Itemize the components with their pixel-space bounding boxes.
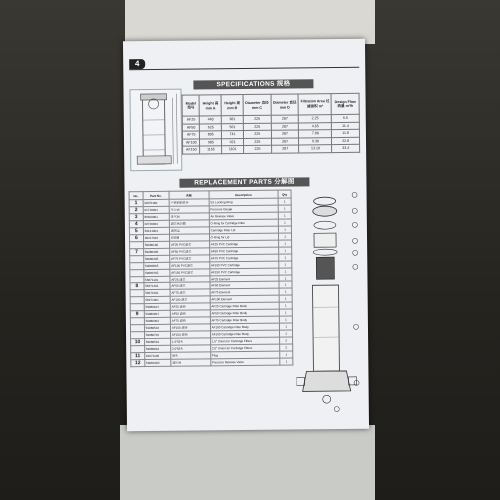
parts-cell: 2 xyxy=(280,344,293,351)
parts-cell: AF50 Cartridge Filter Body xyxy=(210,309,280,317)
spec-header-height-b: Height 高 mm B xyxy=(221,95,243,116)
spec-cell: AF50 xyxy=(182,123,200,131)
spec-cell: 9.30 xyxy=(299,137,332,145)
spec-header-diameter-c: Diameter 直径 mm C xyxy=(243,94,271,115)
parts-cell: 59080204 xyxy=(144,310,170,317)
parts-cell: 59080704 xyxy=(144,331,170,338)
parts-cell: 2.0"接头 xyxy=(171,345,211,352)
spec-cell: 225 xyxy=(243,138,271,146)
parts-cell: AF100 PVC Cartridge xyxy=(209,261,279,269)
parts-cell: AF75 Cartridge Filter Body xyxy=(210,316,280,324)
parts-cell: Cartridge Filter Lid xyxy=(209,226,279,234)
spec-cell: 287 xyxy=(271,115,299,123)
parts-cell: 不锈钢锁紧环 xyxy=(169,199,209,206)
spec-cell: AF75 xyxy=(182,131,200,139)
paper-top-strip xyxy=(125,0,375,44)
parts-cell: AF150 PVC滤芯 xyxy=(170,269,210,276)
manual-page xyxy=(123,39,369,432)
spec-cell: 2.25 xyxy=(299,115,332,123)
parts-cell: 1 xyxy=(279,302,292,309)
parts-cell: Pressure Gauge xyxy=(209,205,279,213)
parts-cell: AF50 Element xyxy=(210,282,280,290)
spec-cell: 13.10 xyxy=(299,145,332,153)
parts-cell: 5 xyxy=(129,228,143,235)
parts-cell: 59080505 xyxy=(143,262,169,269)
parts-cell: AF100 Cartridge Filter Body xyxy=(210,323,280,331)
parts-cell: 9 xyxy=(130,311,144,318)
parts-cell: 80810001 xyxy=(143,213,169,220)
spec-cell: 7.00 xyxy=(299,130,332,138)
parts-cell: Pressure Release Valve xyxy=(210,358,280,366)
page-number: 4 xyxy=(129,59,145,69)
spec-cell: 381 xyxy=(221,116,243,124)
parts-cell: AF25 PVC滤芯 xyxy=(169,241,209,248)
parts-cell: Air Release Valve xyxy=(209,212,279,220)
parts-cell: 1 xyxy=(278,212,291,219)
parts-cell: 58271401 xyxy=(144,283,170,290)
parts-cell: 59080705 xyxy=(144,269,170,276)
parts-cell: AF25 Cartridge Filter Body xyxy=(210,302,280,310)
exploded-parts-diagram xyxy=(295,187,367,426)
spec-cell: 225 xyxy=(243,123,271,131)
spec-cell: AF25 xyxy=(182,116,200,124)
parts-cell: 1 xyxy=(278,219,291,226)
parts-cell: 1 xyxy=(279,233,292,240)
parts-cell: AF75 PVC Cartridge xyxy=(209,254,279,262)
parts-cell: 59080601 xyxy=(144,345,170,352)
parts-cell: 1 xyxy=(280,358,293,365)
spec-cell: 805 xyxy=(200,131,222,139)
spec-cell: AF150 xyxy=(183,146,201,154)
parts-cell: 59121001 xyxy=(143,227,169,234)
paper-bottom-strip xyxy=(120,425,375,500)
spec-header-height-a: Height 高 mm A xyxy=(200,95,222,116)
parts-cell: 1 xyxy=(278,198,291,205)
page-header-line xyxy=(129,57,359,70)
parts-header-qty: Qty xyxy=(278,190,291,198)
parts-cell: 8 xyxy=(130,283,144,290)
parts-cell: 58271501 xyxy=(144,290,170,297)
spec-cell: 921 xyxy=(222,138,244,146)
spec-cell: 741 xyxy=(222,131,244,139)
parts-cell: 01071109 xyxy=(144,352,170,359)
parts-cell: O-Ring for Lid xyxy=(209,233,279,241)
parts-cell: 1 xyxy=(279,254,292,261)
parts-cell: 3 xyxy=(129,214,143,221)
spec-header-diameter-d: Diameter 直径 mm D xyxy=(271,94,299,115)
parts-cell: 4 xyxy=(129,221,143,228)
spec-cell: 225 xyxy=(244,145,272,153)
parts-cell: 1 xyxy=(280,330,293,337)
spec-cell: 1165 xyxy=(200,146,222,154)
parts-header-name-cn: 名称 xyxy=(169,191,209,199)
spec-cell: 287 xyxy=(271,137,299,145)
replacement-parts-title: REPLACEMENT PARTS 分解图 xyxy=(179,177,309,187)
parts-cell: 1 xyxy=(279,295,292,302)
parts-cell: 减压阀 xyxy=(171,359,211,366)
spec-cell: 225 xyxy=(243,130,271,138)
parts-cell: 2.0" Union for Cartridge Filters xyxy=(210,344,280,352)
parts-cell: O-Ring for Cartridge Filter xyxy=(209,219,279,227)
parts-cell: AF50 PVC滤芯 xyxy=(170,248,210,255)
parts-cell: 1.5"接头 xyxy=(170,338,210,345)
parts-cell: SS Locking Ring xyxy=(209,198,279,206)
spec-cell: 4.65 xyxy=(299,122,332,130)
spec-cell: 287 xyxy=(271,130,299,138)
parts-cell: 59080100 xyxy=(144,359,170,366)
parts-cell: AF100 PVC滤芯 xyxy=(170,262,210,269)
parts-cell: AF75 Element xyxy=(210,289,280,297)
parts-cell: AF75 滤筒 xyxy=(170,317,210,324)
parts-cell: 59080405 xyxy=(143,255,169,262)
specifications-title: SPECIFICATIONS 规格 xyxy=(193,79,313,89)
parts-cell: 1 xyxy=(279,275,292,282)
parts-cell: AF150 Cartridge Filter Body xyxy=(210,330,280,338)
parts-cell: AF75 PVC滤芯 xyxy=(170,255,210,262)
spec-cell: 287 xyxy=(271,145,299,153)
spec-row xyxy=(183,144,360,153)
parts-cell: AF100 滤芯 xyxy=(170,296,210,303)
spec-cell: 625 xyxy=(200,123,222,131)
parts-cell: 2 xyxy=(129,207,143,214)
spec-cell: 287 xyxy=(271,122,299,130)
parts-cell: 59080304 xyxy=(144,317,170,324)
spec-header-design-flow: Design Flow 流量 m³/h xyxy=(331,93,359,114)
parts-cell: 12 xyxy=(131,359,145,366)
filter-dimension-diagram xyxy=(129,89,182,172)
spec-cell: 440 xyxy=(200,116,222,124)
parts-cell: 1 xyxy=(280,351,293,358)
parts-cell: 02720004 xyxy=(143,220,169,227)
parts-cell: 1.5" Union for Cartridge Filters xyxy=(210,337,280,345)
parts-cell: O型圈 xyxy=(169,234,209,241)
parts-cell: 堵头 xyxy=(171,352,211,359)
parts-cell: 11 xyxy=(131,352,145,359)
spec-cell: 5.5 xyxy=(332,114,360,122)
parts-cell: 00217004 xyxy=(143,234,169,241)
parts-header-description: Description xyxy=(209,190,279,199)
parts-cell: AF25 滤筒 xyxy=(170,303,210,310)
replacement-parts-table xyxy=(129,190,294,367)
parts-cell: AF50 滤芯 xyxy=(170,282,210,289)
parts-header-part-no: Part No. xyxy=(143,191,169,199)
parts-cell: 59080104 xyxy=(144,304,170,311)
parts-cell: 滤芯密封圈 xyxy=(169,220,209,227)
parts-cell: AF100 Element xyxy=(210,295,280,303)
parts-cell: 1 xyxy=(279,240,292,247)
parts-cell: 压力表 xyxy=(169,206,209,213)
parts-cell: 1 xyxy=(279,247,292,254)
parts-cell: 1 xyxy=(279,288,292,295)
parts-cell: 59080105 xyxy=(143,241,169,248)
spec-header-filtration-area: Filtration Area 过滤面积 m² xyxy=(299,94,332,115)
parts-cell: AF75 滤芯 xyxy=(170,289,210,296)
parts-cell: 1 xyxy=(278,205,291,212)
spec-cell: 22.8 xyxy=(332,137,360,145)
parts-cell: 59080504 xyxy=(144,324,170,331)
parts-cell: AF150 PVC Cartridge xyxy=(209,268,279,276)
parts-cell: 1 xyxy=(279,309,292,316)
parts-cell: 6 xyxy=(129,235,143,242)
spec-cell: AF100 xyxy=(182,138,200,146)
parts-cell: 59080305 xyxy=(143,248,169,255)
spec-cell: 33.4 xyxy=(332,144,360,152)
parts-cell: 滤筒盖 xyxy=(169,227,209,234)
spec-cell: 985 xyxy=(200,138,222,146)
spec-cell: 561 xyxy=(222,123,244,131)
parts-cell: 排气阀 xyxy=(169,213,209,220)
spec-header-model: Model 型号 xyxy=(182,95,200,116)
parts-header-no: No. xyxy=(129,192,143,200)
parts-cell: 58271301 xyxy=(144,297,170,304)
parts-cell: 1 xyxy=(279,268,292,275)
parts-cell: 1 xyxy=(279,316,292,323)
parts-cell: 10 xyxy=(131,338,145,345)
parts-cell: 1 xyxy=(279,281,292,288)
parts-cell: 01710004 xyxy=(143,206,169,213)
parts-cell: 58271101 xyxy=(144,276,170,283)
parts-row xyxy=(131,358,293,367)
parts-cell: AF25 PVC Cartridge xyxy=(209,240,279,248)
parts-cell: 2 xyxy=(280,337,293,344)
parts-cell: AF100 滤筒 xyxy=(170,324,210,331)
parts-cell: 59071001 xyxy=(143,199,169,206)
spec-cell: 11.8 xyxy=(332,129,360,137)
parts-cell: 1 xyxy=(279,226,292,233)
parts-cell: AF150 滤筒 xyxy=(170,331,210,338)
parts-cell: 1 xyxy=(279,261,292,268)
parts-cell: 1 xyxy=(129,200,143,207)
parts-cell: 59080501 xyxy=(144,338,170,345)
spec-cell: 225 xyxy=(243,115,271,123)
specifications-table xyxy=(182,93,361,154)
parts-cell: 1 xyxy=(280,323,293,330)
parts-cell: Plug xyxy=(210,351,280,359)
parts-cell: AF25 Element xyxy=(210,275,280,283)
parts-cell: 7 xyxy=(130,248,144,255)
parts-cell: AF50 PVC Cartridge xyxy=(209,247,279,255)
parts-cell: AF50 滤筒 xyxy=(170,310,210,317)
spec-cell: 1101 xyxy=(222,146,244,154)
spec-cell: 11.4 xyxy=(332,122,360,130)
parts-cell: AF25 滤芯 xyxy=(170,275,210,282)
